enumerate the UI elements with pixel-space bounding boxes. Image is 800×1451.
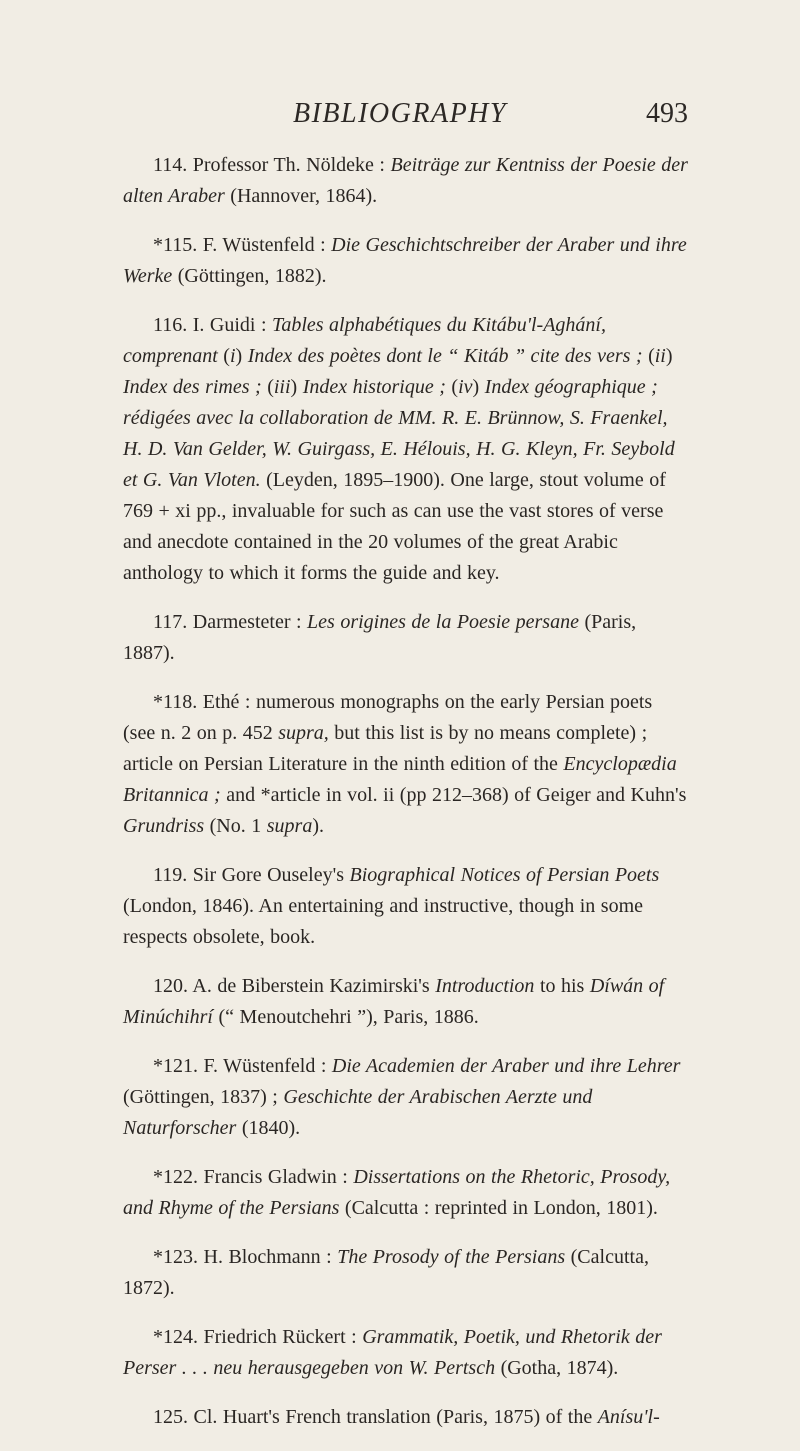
entry-italic-text: Anísu'l-: [597, 1406, 660, 1428]
entry-italic-text: supra,: [278, 722, 329, 744]
entry-text: 119. Sir Gore Ouseley's: [153, 864, 350, 886]
bibliography-entry: [123, 1402, 689, 1433]
entry-text: *122. Francis Gladwin :: [153, 1166, 354, 1188]
bibliography-entry: [123, 150, 689, 212]
bibliography-entry: [123, 1322, 689, 1384]
entry-text: (London, 1846). An entertaining and instructive, though in some respects obsolete, book.: [123, 895, 644, 948]
entry-text: and *article in vol. ii (pp 212–368) of Geiger and Kuhn's: [220, 784, 687, 806]
entry-text: (: [642, 345, 655, 367]
entry-italic-text: Grundriss: [123, 815, 205, 837]
entry-italic-text: The Prosody of the Persians: [337, 1246, 566, 1268]
entry-italic-text: Die Geschichtschreiber der Araber und ihre Werke: [123, 234, 687, 287]
entry-text: 116. I. Guidi :: [153, 314, 273, 336]
entry-text: (Göttingen, 1882).: [172, 265, 327, 287]
bibliography-entry: [123, 971, 689, 1033]
entry-text: (Calcutta : reprinted in London, 1801).: [339, 1197, 658, 1219]
entry-italic-text: Index des poètes dont le “ Kitáb ” cite des vers ;: [247, 345, 643, 367]
entry-text: *123. H. Blochmann :: [153, 1246, 338, 1268]
entry-text: *124. Friedrich Rückert :: [153, 1326, 363, 1348]
bibliography-entry: [123, 1051, 689, 1144]
bibliography-entry: [123, 1242, 689, 1304]
entry-text: (Göttingen, 1837) ;: [123, 1086, 284, 1108]
entry-text: (: [261, 376, 274, 398]
bibliography-entry: [123, 310, 689, 589]
entry-italic-text: iii: [273, 376, 291, 398]
bibliography-entry: [123, 1162, 689, 1224]
entry-text: but this list is by no means complete) ; article on Persian Literature in the ninth edition of the: [123, 722, 648, 775]
entry-text: (Gotha, 1874).: [495, 1357, 619, 1379]
entry-text: (Leyden, 1895–1900). One large, stout volume of 769 + xi pp., invaluable for such as can use the vast stores of verse and anecdote contained in the 20 volumes of the great Arabic anthology to which it forms the guide and key.: [123, 469, 666, 584]
entry-italic-text: Tables alphabétiques du Kitábu'l-Aghání, comprenant: [123, 314, 606, 367]
entry-italic-text: iv: [458, 376, 473, 398]
bibliography-entries: [123, 150, 689, 1451]
entry-text: (Hannover, 1864).: [224, 185, 378, 207]
entry-text: ): [290, 376, 303, 398]
entry-text: (No. 1: [204, 815, 267, 837]
entry-italic-text: Index géographique ; rédigées avec la collaboration de MM. R. E. Brünnow, S. Fraenkel, H. D. Van Gelder, W. Guirgass, E. Hélouis, H. G. Kleyn, Fr. Seybold et G. Van Vloten.: [123, 376, 675, 491]
entry-text: 114. Professor Th. Nöldeke :: [153, 154, 391, 176]
entry-text: *118. Ethé : numerous monographs on the early Persian poets (see n. 2 on p. 452: [123, 691, 653, 744]
entry-italic-text: supra: [266, 815, 313, 837]
entry-text: to his: [534, 975, 590, 997]
entry-italic-text: Encyclopædia Britannica ;: [123, 753, 677, 806]
entry-italic-text: Biographical Notices of Persian Poets: [349, 864, 660, 886]
entry-italic-text: Díwán of Minúchihrí: [123, 975, 665, 1028]
entry-text: ): [665, 345, 673, 367]
entry-italic-text: i: [229, 345, 236, 367]
bibliography-entry: [123, 687, 689, 842]
entry-text: *115. F. Wüstenfeld :: [153, 234, 332, 256]
running-head: [112, 98, 688, 138]
entry-text: ): [235, 345, 248, 367]
entry-text: ).: [312, 815, 324, 837]
entry-italic-text: Die Academien der Araber und ihre Lehrer: [331, 1055, 681, 1077]
entry-italic-text: ii: [654, 345, 666, 367]
entry-text: (Paris, 1887).: [123, 611, 637, 664]
entry-italic-text: Les origines de la Poesie persane: [307, 611, 579, 633]
entry-text: 117. Darmesteter :: [153, 611, 308, 633]
bibliography-entry: [123, 607, 689, 669]
entry-text: 125. Cl. Huart's French translation (Paris, 1875) of the: [153, 1406, 598, 1428]
page-number: 493: [646, 98, 688, 129]
entry-italic-text: Introduction: [435, 975, 535, 997]
entry-italic-text: Index des rimes ;: [123, 376, 262, 398]
entry-text: (“ Menoutchehri ”), Paris, 1886.: [213, 1006, 479, 1028]
entry-italic-text: Grammatik, Poetik, und Rhetorik der Perser . . . neu herausgegeben von W. Pertsch: [123, 1326, 662, 1379]
entry-text: 120. A. de Biberstein Kazimirski's: [153, 975, 436, 997]
entry-text: *121. F. Wüstenfeld :: [153, 1055, 332, 1077]
entry-italic-text: Index historique ;: [302, 376, 446, 398]
running-title: BIBLIOGRAPHY: [293, 98, 507, 129]
entry-text: (Calcutta, 1872).: [123, 1246, 649, 1299]
bibliography-entry: [123, 230, 689, 292]
entry-italic-text: Geschichte der Arabischen Aerzte und Naturforscher: [123, 1086, 593, 1139]
bibliography-entry: [123, 860, 689, 953]
entry-italic-text: Beiträge zur Kentniss der Poesie der alten Araber: [123, 154, 688, 207]
entry-text: ): [472, 376, 485, 398]
entry-text: (1840).: [236, 1117, 301, 1139]
entry-italic-text: Dissertations on the Rhetoric, Prosody, and Rhyme of the Persians: [123, 1166, 671, 1219]
entry-text: (: [217, 345, 230, 367]
entry-text: (: [445, 376, 459, 398]
